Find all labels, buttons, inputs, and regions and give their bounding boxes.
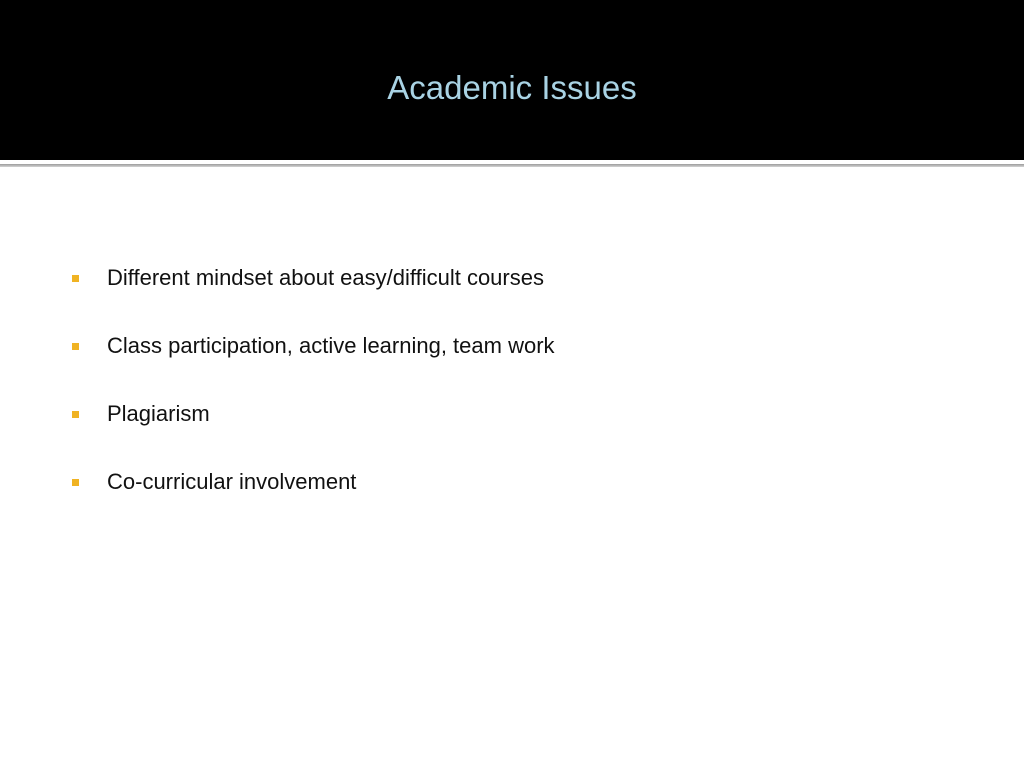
list-item xyxy=(0,330,1024,398)
title-divider-line xyxy=(0,164,1024,167)
bullet-text: Co-curricular involvement xyxy=(107,469,357,494)
title-band xyxy=(0,0,1024,160)
slide-title: Academic Issues xyxy=(387,69,637,106)
list-item xyxy=(0,398,1024,466)
square-bullet-icon xyxy=(72,275,79,282)
list-item xyxy=(0,262,1024,330)
bullet-text: Different mindset about easy/difficult courses xyxy=(107,265,544,290)
square-bullet-icon xyxy=(72,479,79,486)
square-bullet-icon xyxy=(72,411,79,418)
bullet-list xyxy=(0,262,1024,534)
square-bullet-icon xyxy=(72,343,79,350)
bullet-text: Plagiarism xyxy=(107,401,210,426)
list-item xyxy=(0,466,1024,534)
bullet-text: Class participation, active learning, team work xyxy=(107,333,555,358)
